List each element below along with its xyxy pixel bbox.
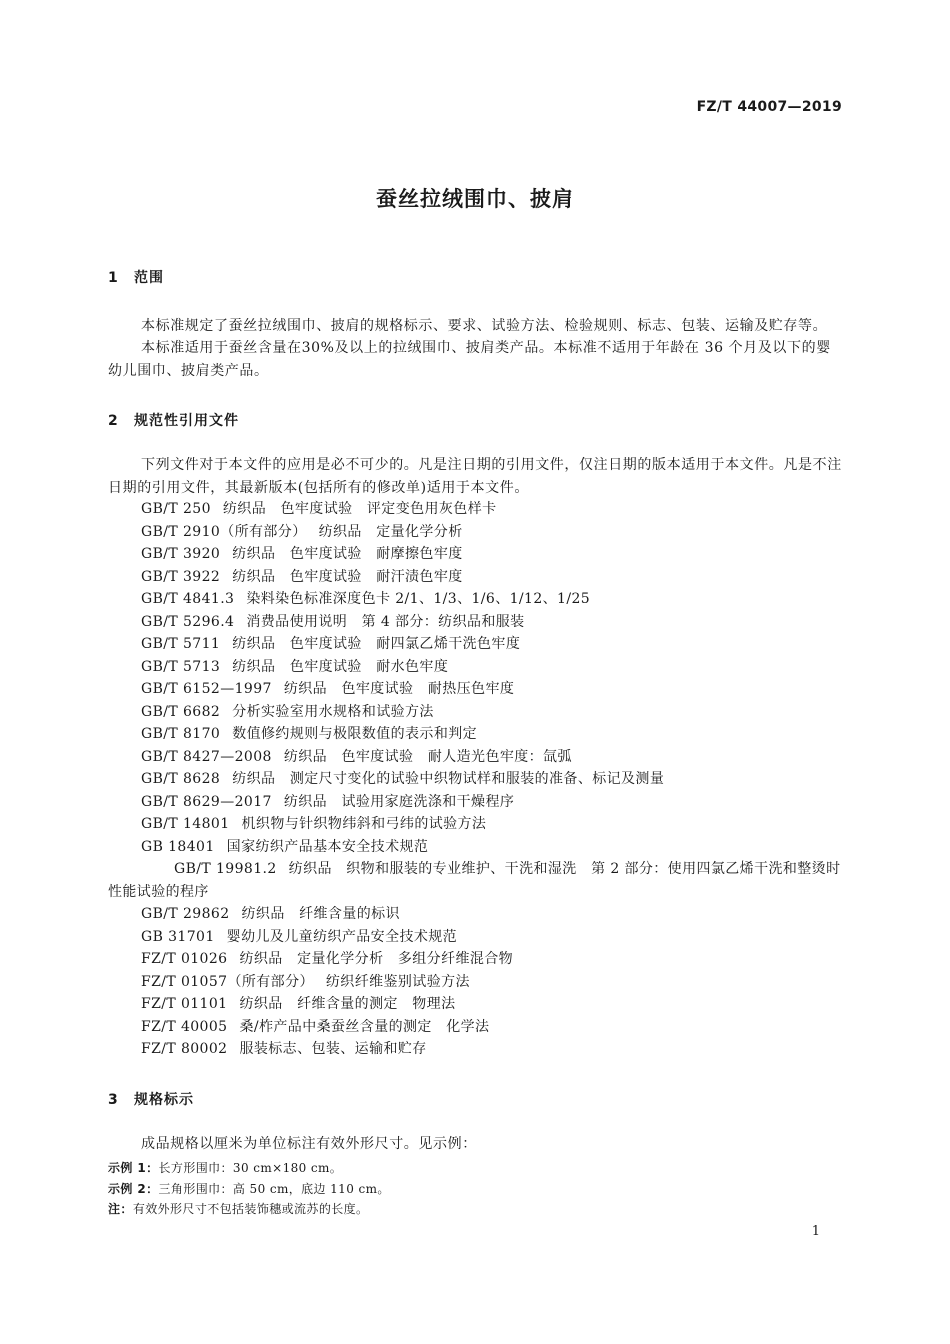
page-number: 1 bbox=[811, 1224, 820, 1239]
reference-item: FZ/T 80002 服装标志、包装、运输和贮存 bbox=[141, 1041, 427, 1057]
reference-item: FZ/T 40005 桑/柞产品中桑蚕丝含量的测定 化学法 bbox=[141, 1018, 490, 1035]
standard-number: FZ/T 44007—2019 bbox=[696, 99, 842, 115]
reference-item: GB/T 8628 纺织品 测定尺寸变化的试验中织物试样和服装的准备、标记及测量 bbox=[141, 771, 665, 787]
section-3-paragraph: 成品规格以厘米为单位标注有效外形尺寸。见示例： bbox=[141, 1136, 477, 1152]
reference-item: GB 31701 婴幼儿及儿童纺织产品安全技术规范 bbox=[141, 928, 458, 945]
reference-item: GB/T 3922 纺织品 色牢度试验 耐汗渍色牢度 bbox=[141, 568, 463, 585]
section-title: 规范性引用文件 bbox=[134, 413, 239, 429]
reference-item: GB/T 250 纺织品 色牢度试验 评定变色用灰色样卡 bbox=[141, 501, 497, 517]
note: 注：有效外形尺寸不包括装饰穗或流苏的长度。 bbox=[108, 1202, 369, 1216]
reference-item: GB/T 14801 机织物与针织物纬斜和弓纬的试验方法 bbox=[141, 816, 487, 832]
reference-item: GB/T 6152—1997 纺织品 色牢度试验 耐热压色牢度 bbox=[141, 681, 515, 697]
reference-item: GB/T 5296.4 消费品使用说明 第 4 部分：纺织品和服装 bbox=[141, 613, 525, 630]
section-number: 3 bbox=[108, 1092, 119, 1108]
reference-item: FZ/T 01057（所有部分） 纺织纤维鉴别试验方法 bbox=[141, 973, 470, 990]
reference-item: GB/T 3920 纺织品 色牢度试验 耐摩擦色牢度 bbox=[141, 546, 463, 562]
reference-item: GB/T 8629—2017 纺织品 试验用家庭洗涤和干燥程序 bbox=[141, 793, 515, 810]
reference-item: FZ/T 01026 纺织品 定量化学分析 多组分纤维混合物 bbox=[141, 951, 514, 967]
reference-item: GB/T 5713 纺织品 色牢度试验 耐水色牢度 bbox=[141, 658, 449, 675]
section-number: 2 bbox=[108, 413, 119, 429]
section-1-paragraph-1: 本标准规定了蚕丝拉绒围巾、披肩的规格标示、要求、试验方法、检验规则、标志、包装、运输及贮存等。 bbox=[141, 318, 828, 334]
section-1-paragraph-2: 本标准适用于蚕丝含量在30%及以上的拉绒围巾、披肩类产品。本标准不适用于年龄在 36 个月及以下的婴幼儿围巾、披肩类产品。 bbox=[108, 340, 831, 379]
reference-item: GB/T 2910（所有部分） 纺织品 定量化学分析 bbox=[141, 523, 463, 540]
reference-item: FZ/T 01101 纺织品 纤维含量的测定 物理法 bbox=[141, 996, 456, 1012]
section-title: 范围 bbox=[134, 270, 164, 286]
reference-item: GB/T 5711 纺织品 色牢度试验 耐四氯乙烯干洗色牢度 bbox=[141, 636, 521, 652]
reference-item: GB 18401 国家纺织产品基本安全技术规范 bbox=[141, 838, 429, 855]
section-2-heading bbox=[108, 410, 239, 430]
reference-item: GB/T 19981.2 纺织品 织物和服装的专业维护、干洗和湿洗 第 2 部分：使用四氯乙烯干洗和整烫时性能试验的程序 bbox=[108, 861, 841, 900]
section-2-intro: 下列文件对于本文件的应用是必不可少的。凡是注日期的引用文件，仅注日期的版本适用于本文件。凡是不注日期的引用文件，其最新版本(包括所有的修改单)适用于本文件。 bbox=[108, 457, 842, 496]
section-3-heading bbox=[108, 1089, 194, 1109]
reference-item: GB/T 8170 数值修约规则与极限数值的表示和判定 bbox=[141, 726, 478, 742]
reference-item: GB/T 4841.3 染料染色标准深度色卡 2/1、1/3、1/6、1/12、1/25 bbox=[141, 591, 591, 607]
reference-item: GB/T 8427—2008 纺织品 色牢度试验 耐人造光色牢度：氙弧 bbox=[141, 748, 572, 765]
example-1: 示例 1：长方形围巾：30 cm×180 cm。 bbox=[108, 1161, 343, 1175]
reference-item: GB/T 6682 分析实验室用水规格和试验方法 bbox=[141, 703, 434, 720]
example-2: 示例 2：三角形围巾：高 50 cm，底边 110 cm。 bbox=[108, 1182, 390, 1196]
reference-list bbox=[108, 498, 843, 1061]
reference-item: GB/T 29862 纺织品 纤维含量的标识 bbox=[141, 906, 400, 922]
section-number: 1 bbox=[108, 270, 119, 286]
section-1-heading bbox=[108, 267, 164, 287]
section-title: 规格标示 bbox=[134, 1092, 194, 1108]
document-title: 蚕丝拉绒围巾、披肩 bbox=[376, 187, 574, 211]
